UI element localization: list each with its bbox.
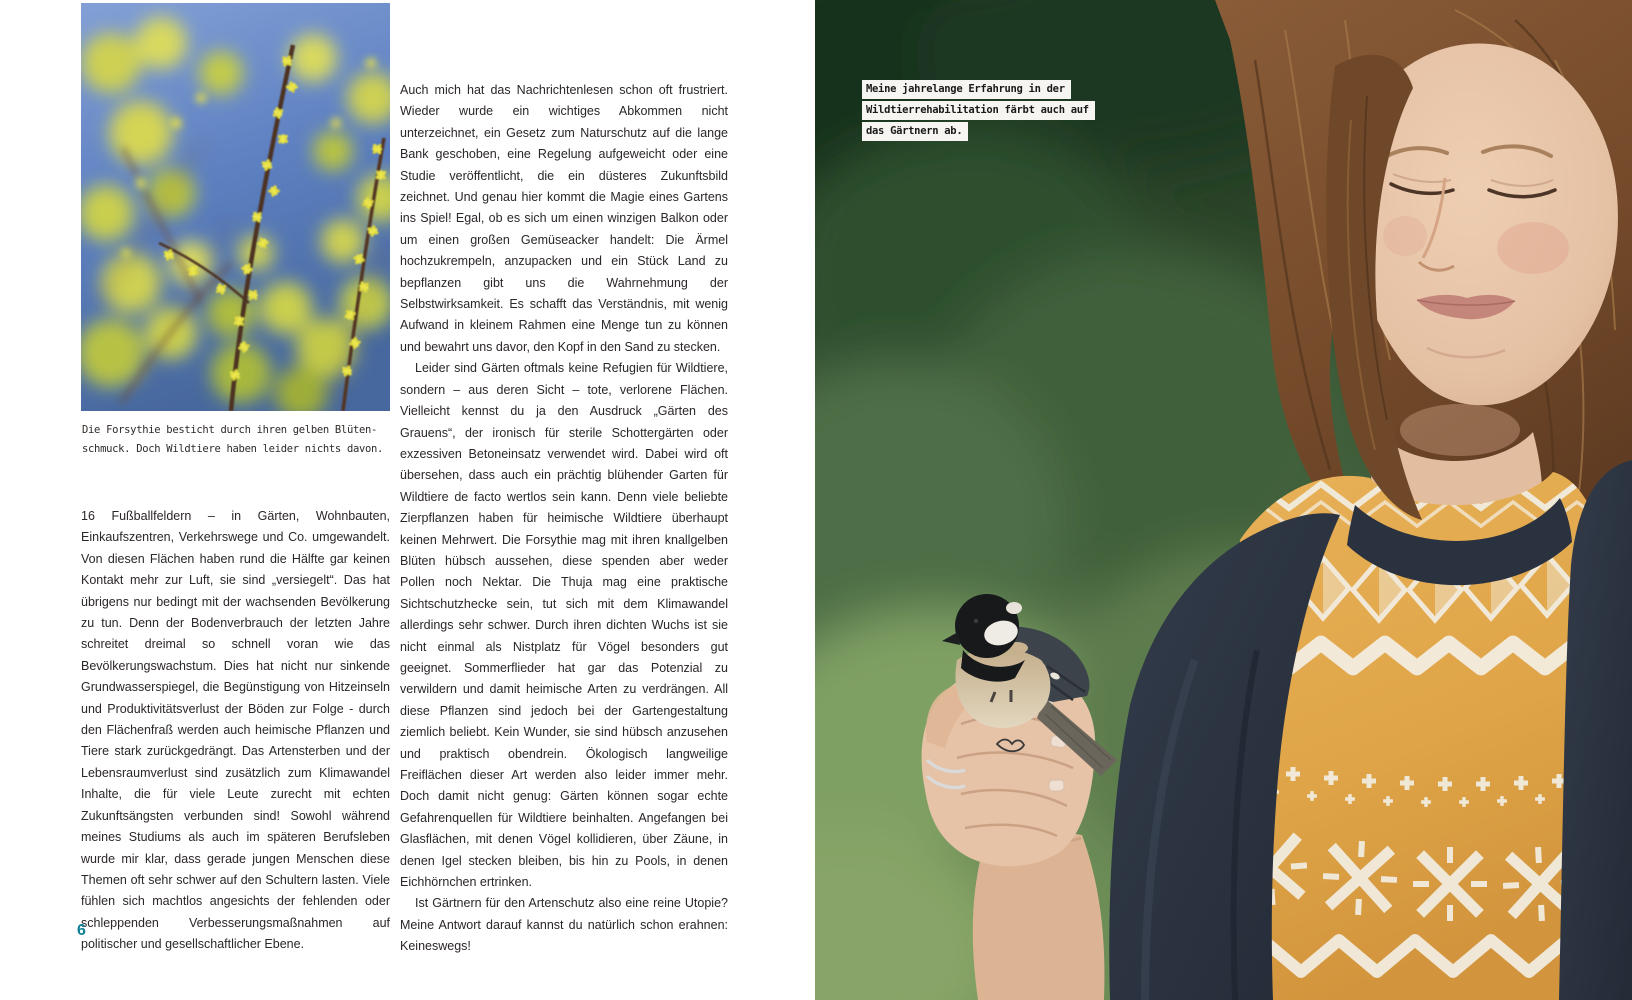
bird-nape bbox=[1006, 602, 1022, 614]
annotation-line-1: Meine jahrelange Erfahrung in der bbox=[862, 80, 1071, 99]
body-column-1 bbox=[81, 506, 390, 956]
photo-caption-line-1: Die Forsythie besticht durch ihren gelben Blüten- bbox=[82, 424, 378, 436]
body-column-2 bbox=[400, 80, 728, 958]
forsythia-photo bbox=[81, 3, 390, 411]
column2-paragraph-1: Auch mich hat das Nachrichtenlesen schon oft frustriert. Wieder wurde ein wichtiges Abkommen nicht unterzeichnet, ein Gesetz zum Naturschutz auf die lange Bank geschoben, eine Regelung aufgeweicht oder eine Studie veröffentlicht, die ein düsteres Zukunftsbild zeichnet. Und genau hier kommt die Magie eines Gartens ins Spiel! Egal, ob es sich um einen winzigen Balkon oder um einen großen Gemüseacker handelt: Die Ärmel hochzukrempeln, anzupacken und ein Stück Land zu bepflanzen gibt uns die Wahrnehmung der Selbstwirksamkeit. Es schafft das Verständnis, mit wenig Aufwand in kleinem Rahmen eine Menge tun zu können und bewahrt uns davor, den Kopf in den Sand zu stecken. bbox=[400, 83, 728, 354]
column2-paragraph-3: Ist Gärtnern für den Artenschutz also eine reine Utopie? Meine Antwort darauf kannst du natürlich schon erahnen: Keineswegs! bbox=[400, 896, 728, 954]
woman-with-bird-photo bbox=[815, 0, 1632, 1000]
column1-paragraph: 16 Fußballfeldern – in Gärten, Wohnbauten, Einkaufszentren, Verkehrswege und Co. umgewandelt. Von diesen Flächen haben rund die Hälfte gar keinen Kontakt mehr zur Luft, sie sind „versiegelt“. Das hat übrigens nur bedingt mit der wachsenden Bevölkerung zu tun. Denn der Bodenverbrauch der letzten Jahre schreitet dreimal so schnell voran wie das Bevölkerungswachstum. Dies hat nicht nur sinkende Grundwasserspiegel, die Begünstigung von Hitzeinseln und Produktivitätsverlust der Böden zur Folge - durch den Flächenfraß werden auch heimische Pflanzen und Tiere stark zurückgedrängt. Das Artensterben und der Lebensraumverlust sind zusätzlich zum Klimawandel Inhalte, die für viele Leute zurecht mit echten Zukunftsängsten verbunden sind! Sowohl während meines Studiums als auch im späteren Berufsleben wurde mir klar, dass gerade jungen Menschen diese Themen oft sehr schwer auf den Schultern lasten. Viele fühlen sich machtlos angesichts der fehlenden oder schleppenden Verbesserungsmaßnahmen auf politischer und gesellschaftlicher Ebene. bbox=[81, 509, 390, 952]
photo-caption-line-2: schmuck. Doch Wildtiere haben leider nichts davon. bbox=[82, 442, 384, 455]
forsythia-photo-art bbox=[81, 3, 390, 411]
photo-caption bbox=[82, 421, 394, 458]
annotation-line-3: das Gärtnern ab. bbox=[862, 122, 968, 141]
page-number: 6 bbox=[77, 922, 86, 939]
woman-with-bird-photo-art bbox=[815, 0, 1632, 1000]
annotation-line-2: Wildtierrehabilitation färbt auch auf bbox=[862, 101, 1095, 120]
column2-paragraph-2: Leider sind Gärten oftmals keine Refugien für Wildtiere, sondern – aus deren Sicht – tote, verlorene Flächen. Vielleicht kennst du ja den Ausdruck „Gärten des Grauens“, der ironisch für sterile Schottergärten oder exzessiven Betoneinsatz verwendet wird. Dabei wird oft übersehen, dass auch ein prächtig blühender Garten für Wildtiere de facto wertlos sein kann. Denn viele beliebte Zierpflanzen haben für heimische Wildtiere überhaupt keinen Mehrwert. Die Forsythie mag mit ihren knallgelben Blüten hübsch aussehen, diese spenden aber weder Pollen noch Nektar. Die Thuja mag eine praktische Sichtschutzhecke sein, tut sich mit dem Klimawandel allerdings sehr schwer. Durch ihren dichten Wuchs ist sie nicht einmal als Nistplatz für Vögel besonders gut geeignet. Sommerflieder hat gar das Potenzial zu verwildern und damit heimische Arten zu verdrängen. All diese Pflanzen sind jedoch bei der Gartengestaltung ziemlich beliebt. Kein Wunder, sie sind hübsch anzusehen und praktisch obendrein. Ökologisch langweilige Freiflächen dieser Art werden also leider immer mehr. Doch damit nicht genug: Gärten können sogar echte Gefahrenquellen für Wildtiere beinhalten. Angefangen bei Glasflächen, mit denen Vögel kollidieren, über Zäune, in denen Igel stecken bleiben, bis hin zu Pools, in denen Eichhörnchen ertrinken. bbox=[400, 361, 728, 890]
annotation-overlay bbox=[862, 80, 1095, 143]
